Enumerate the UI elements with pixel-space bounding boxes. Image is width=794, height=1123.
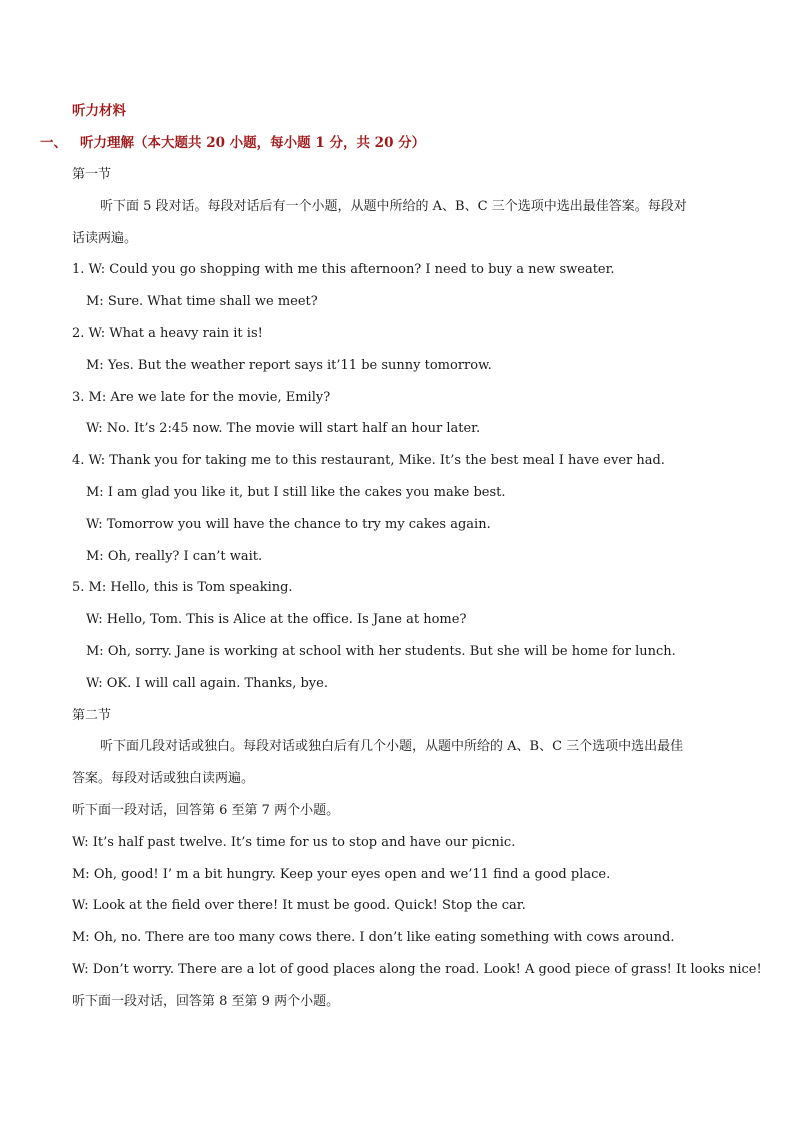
dialogue-line: W: Don’t worry. There are a lot of good places along the road. Look! A good piece of grass! It looks nice! [72,962,762,977]
section-instruction: 听下面几段对话或独白。每段对话或独白后有几个小题，从题中所给的 A、B、C 三个选项中选出最佳 [100,739,684,754]
dialogue-line: M: I am glad you like it, but I still like the cakes you make best. [86,485,506,500]
section-instruction: 话读两遍。 [72,231,138,246]
dialogue-line: W: Tomorrow you will have the chance to try my cakes again. [86,517,491,532]
dialogue-line: M: Oh, sorry. Jane is working at school with her students. But she will be home for lunch. [86,644,676,659]
dialogue-line: M: Sure. What time shall we meet? [86,294,318,309]
section-label: 第二节 [72,708,112,723]
document-title: 听力材料 [72,103,126,119]
part-heading: 听力理解（本大题共 20 小题，每小题 1 分，共 20 分） [80,135,426,151]
part-number: 一、 [40,135,67,151]
dialogue-line: W: No. It’s 2:45 now. The movie will start half an hour later. [86,421,481,436]
dialogue-line: 2. W: What a heavy rain it is! [72,326,263,341]
dialogue-line: 4. W: Thank you for taking me to this restaurant, Mike. It’s the best meal I have ever had. [72,453,665,468]
dialogue-line: 1. W: Could you go shopping with me this afternoon? I need to buy a new sweater. [72,262,615,277]
dialogue-line: M: Yes. But the weather report says it’11 be sunny tomorrow. [86,358,492,373]
dialogue-line: M: Oh, no. There are too many cows there. I don’t like eating something with cows around. [72,930,675,945]
dialogue-line: M: Oh, really? I can’t wait. [86,549,263,564]
dialogue-line: W: Hello, Tom. This is Alice at the office. Is Jane at home? [86,612,467,627]
section-label: 第一节 [72,167,112,182]
section-instruction: 听下面 5 段对话。每段对话后有一个小题，从题中所给的 A、B、C 三个选项中选出最佳答案。每段对 [100,199,687,214]
dialogue-line: M: Oh, good! I’ m a bit hungry. Keep your eyes open and we’11 find a good place. [72,867,611,882]
dialogue-line: W: Look at the field over there! It must be good. Quick! Stop the car. [72,898,526,913]
question-group-intro: 听下面一段对话，回答第 6 至第 7 两个小题。 [72,803,340,818]
dialogue-line: 5. M: Hello, this is Tom speaking. [72,580,293,595]
question-group-intro: 听下面一段对话，回答第 8 至第 9 两个小题。 [72,994,340,1009]
dialogue-line: W: OK. I will call again. Thanks, bye. [86,676,328,691]
dialogue-line: 3. M: Are we late for the movie, Emily? [72,390,331,405]
dialogue-line: W: It’s half past twelve. It’s time for us to stop and have our picnic. [72,835,516,850]
section-instruction: 答案。每段对话或独白读两遍。 [72,771,255,786]
